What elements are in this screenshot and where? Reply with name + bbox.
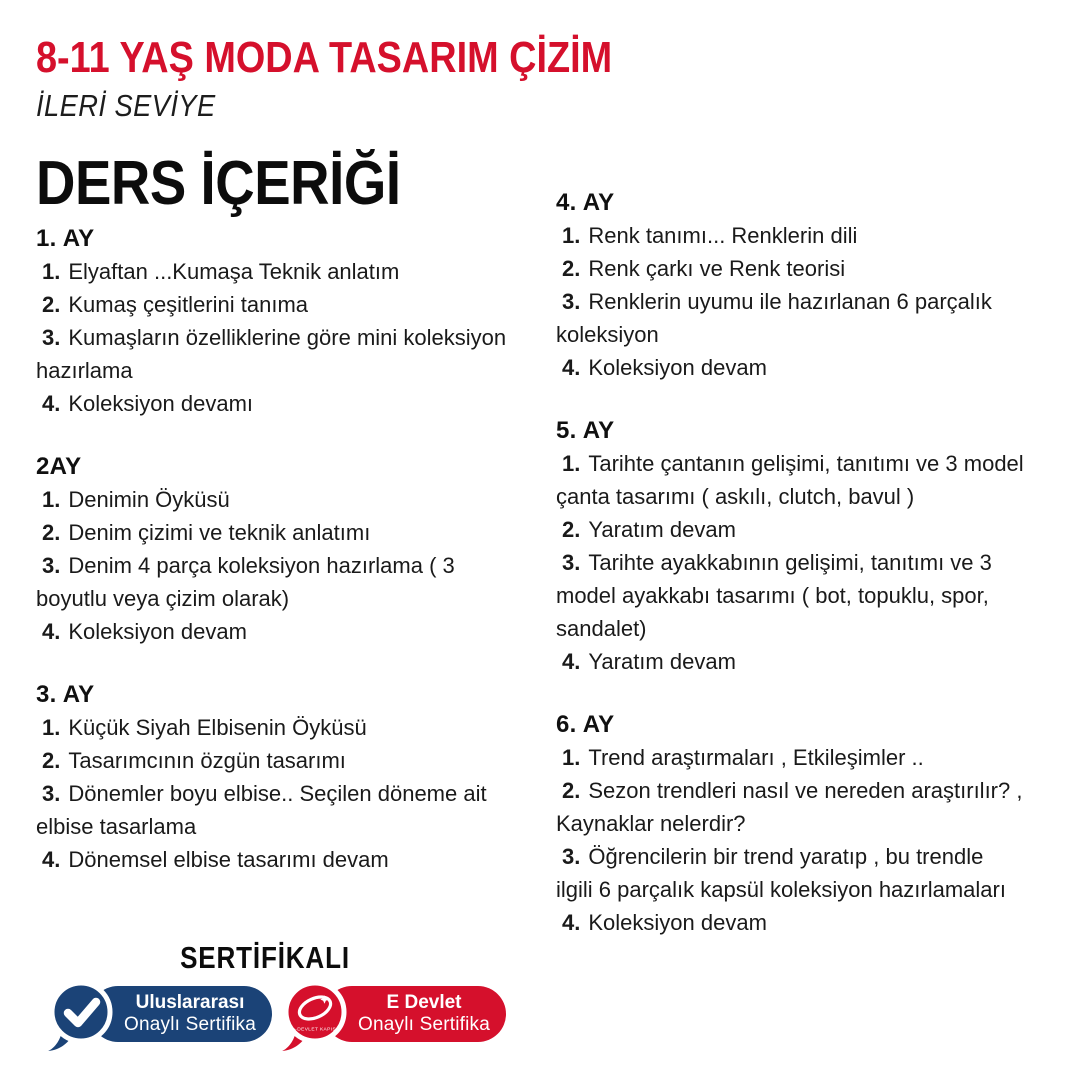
syllabus-item — [556, 252, 1024, 285]
syllabus-item — [556, 774, 1024, 840]
syllabus-column-left — [36, 222, 514, 906]
item-text: Öğrencilerin bir trend yaratıp , bu trendle ilgili 6 parçalık kapsül koleksiyon hazırlamaları — [556, 844, 1006, 902]
item-text: Yaratım devam — [588, 517, 736, 542]
check-icon — [46, 980, 118, 1052]
edevlet-logo-caption: e-DEVLET KAPISI — [292, 1027, 338, 1033]
month-label: 5. AY — [556, 417, 615, 444]
badge-line2: Onaylı Sertifika — [358, 1014, 491, 1035]
month-section-5 — [556, 414, 1024, 678]
item-number: 1. — [42, 259, 61, 284]
month-label: 3. AY — [36, 681, 95, 708]
item-text: Koleksiyon devam — [588, 910, 767, 935]
item-number: 2. — [42, 292, 61, 317]
syllabus-item — [36, 321, 514, 387]
month-section-2 — [36, 450, 514, 648]
item-text: Denim çizimi ve teknik anlatımı — [68, 520, 371, 545]
item-text: Denim 4 parça koleksiyon hazırlama ( 3 boyutlu veya çizim olarak) — [36, 553, 455, 611]
item-number: 1. — [42, 487, 61, 512]
item-text: Renk tanımı... Renklerin dili — [588, 223, 858, 248]
syllabus-item — [36, 777, 514, 843]
header — [36, 34, 706, 124]
item-number: 2. — [562, 256, 581, 281]
item-number: 1. — [42, 715, 61, 740]
check-bubble — [46, 980, 118, 1052]
badge-line1: E Devlet — [386, 992, 462, 1013]
item-number: 2. — [42, 520, 61, 545]
syllabus-column-right — [556, 186, 1024, 969]
certified-heading: SERTİFİKALI — [180, 940, 350, 975]
item-text: Elyaftan ...Kumaşa Teknik anlatım — [68, 259, 400, 284]
syllabus-item — [36, 516, 514, 549]
month-label: 1. AY — [36, 225, 95, 252]
item-number: 3. — [562, 289, 581, 314]
item-text: Renklerin uyumu ile hazırlanan 6 parçalık koleksiyon — [556, 289, 992, 347]
month-section-4 — [556, 186, 1024, 384]
item-text: Koleksiyon devamı — [68, 391, 254, 416]
item-number: 3. — [562, 550, 581, 575]
item-text: Tarihte çantanın gelişimi, tanıtımı ve 3 model çanta tasarımı ( askılı, clutch, bavul ) — [556, 451, 1024, 509]
item-text: Dönemsel elbise tasarımı devam — [68, 847, 389, 872]
month-section-6 — [556, 708, 1024, 939]
syllabus-item — [36, 288, 514, 321]
item-number: 2. — [42, 748, 61, 773]
syllabus-item — [556, 285, 1024, 351]
syllabus-item — [36, 387, 514, 420]
item-number: 1. — [562, 451, 581, 476]
item-number: 3. — [562, 844, 581, 869]
syllabus-item — [556, 447, 1024, 513]
item-number: 2. — [562, 517, 581, 542]
item-text: Kumaş çeşitlerini tanıma — [68, 292, 309, 317]
syllabus-item — [556, 219, 1024, 252]
item-number: 4. — [562, 355, 581, 380]
syllabus-item — [556, 741, 1024, 774]
syllabus-item — [36, 843, 514, 876]
item-number: 4. — [42, 619, 61, 644]
syllabus-item — [36, 711, 514, 744]
badge-line2: Onaylı Sertifika — [124, 1014, 257, 1035]
item-number: 3. — [42, 553, 61, 578]
syllabus-item — [36, 483, 514, 516]
item-number: 4. — [562, 649, 581, 674]
syllabus-item — [36, 744, 514, 777]
item-text: Trend araştırmaları , Etkileşimler .. — [588, 745, 924, 770]
edevlet-logo-icon — [280, 980, 352, 1052]
item-number: 3. — [42, 325, 61, 350]
month-section-3 — [36, 678, 514, 876]
edevlet-bubble — [280, 980, 352, 1052]
syllabus-item — [36, 255, 514, 288]
item-number: 4. — [42, 847, 61, 872]
syllabus-item — [36, 549, 514, 615]
syllabus-item — [556, 906, 1024, 939]
month-label: 2AY — [36, 453, 82, 480]
item-text: Tasarımcının özgün tasarımı — [68, 748, 346, 773]
badge-line1: Uluslararası — [135, 992, 245, 1013]
item-number: 4. — [562, 910, 581, 935]
item-number: 1. — [562, 223, 581, 248]
page-title: 8-11 YAŞ MODA TASARIM ÇİZİM — [36, 33, 613, 82]
syllabus-item — [556, 546, 1024, 645]
item-text: Kumaşların özelliklerine göre mini koleksiyon hazırlama — [36, 325, 507, 383]
item-text: Renk çarkı ve Renk teorisi — [588, 256, 846, 281]
month-section-1 — [36, 222, 514, 420]
syllabus-item — [36, 615, 514, 648]
item-text: Denimin Öyküsü — [68, 487, 230, 512]
item-number: 1. — [562, 745, 581, 770]
item-number: 2. — [562, 778, 581, 803]
content-heading: DERS İÇERİĞİ — [36, 149, 401, 218]
item-text: Koleksiyon devam — [68, 619, 247, 644]
syllabus-item — [556, 513, 1024, 546]
month-label: 6. AY — [556, 711, 615, 738]
item-text: Küçük Siyah Elbisenin Öyküsü — [68, 715, 367, 740]
item-text: Yaratım devam — [588, 649, 736, 674]
syllabus-item — [556, 351, 1024, 384]
month-label: 4. AY — [556, 189, 615, 216]
item-text: Koleksiyon devam — [588, 355, 767, 380]
item-number: 4. — [42, 391, 61, 416]
item-number: 3. — [42, 781, 61, 806]
syllabus-item — [556, 840, 1024, 906]
item-text: Tarihte ayakkabının gelişimi, tanıtımı ve 3 model ayakkabı tasarımı ( bot, topuklu, spor, sandalet) — [556, 550, 992, 641]
page-subtitle: İLERİ SEVİYE — [36, 87, 216, 123]
item-text: Dönemler boyu elbise.. Seçilen döneme ait elbise tasarlama — [36, 781, 487, 839]
item-text: Sezon trendleri nasıl ve nereden araştırılır? , Kaynaklar nelerdir? — [556, 778, 1023, 836]
syllabus-item — [556, 645, 1024, 678]
